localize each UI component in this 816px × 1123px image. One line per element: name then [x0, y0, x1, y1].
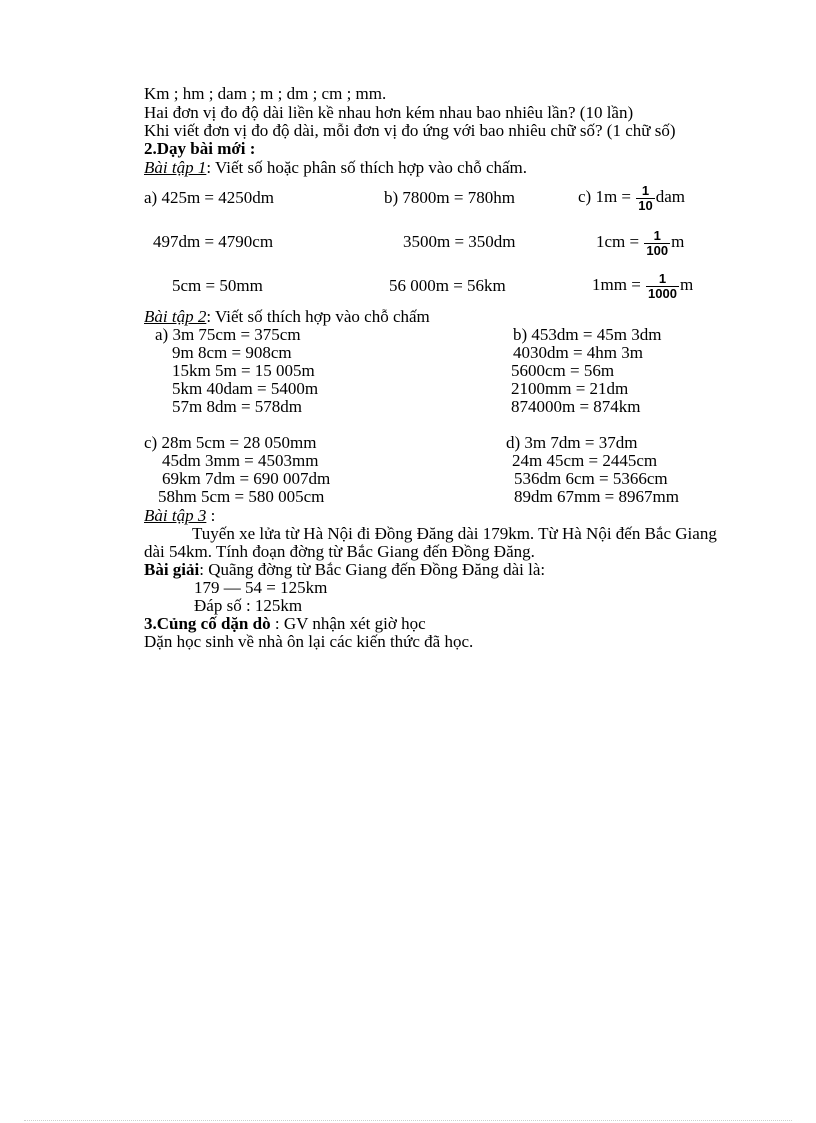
ex1-row2-a: 497dm = 4790cm [153, 232, 274, 251]
ex2-d-line-1: d) 3m 7dm = 37dm [506, 433, 638, 452]
ex1-row3-c [592, 265, 693, 305]
ex2-a-line-2: 9m 8cm = 908cm [172, 343, 292, 362]
section-3-title: 3.Củng cố dặn dò [144, 614, 271, 633]
ex1-row1-a: a) 425m = 4250dm [144, 188, 274, 207]
ex2-b-line-1: b) 453dm = 45m 3dm [513, 325, 662, 344]
ex1-row3-c-lhs: 1mm = [592, 275, 641, 294]
ex2-b-line-4: 2100mm = 21dm [511, 379, 629, 398]
exercise-3-problem-line-1: Tuyến xe lửa từ Hà Nội đi Đồng Đăng dài 179km. Từ Hà Nội đến Bắc Giang [192, 524, 717, 543]
fraction-denominator: 1000 [648, 285, 677, 301]
exercise-3-colon: : [210, 506, 216, 525]
ex1-row2-c-lhs: 1cm = [596, 232, 640, 251]
ex2-a-line-5: 57m 8dm = 578dm [172, 397, 303, 416]
intro-line-2: Hai đơn vị đo độ dài liền kề nhau hơn kém nhau bao nhiêu lần? (10 lần) [144, 103, 634, 122]
ex2-a-line-3: 15km 5m = 15 005m [172, 361, 315, 380]
solution-heading [144, 560, 545, 579]
intro-line-3: Khi viết đơn vị đo độ dài, mỗi đơn vị đo ứng với bao nhiêu chữ số? (1 chữ số) [144, 121, 676, 140]
ex1-row1-c-lhs: c) 1m = [578, 187, 632, 206]
exercise-2-label: Bài tập 2 [144, 307, 207, 326]
ex2-d-line-2: 24m 45cm = 2445cm [512, 451, 658, 470]
ex1-row2-c [596, 222, 684, 262]
ex2-d-line-3: 536dm 6cm = 5366cm [514, 469, 668, 488]
ex2-b-line-3: 5600cm = 56m [511, 361, 615, 380]
solution-calculation: 179 — 54 = 125km [194, 578, 328, 597]
section-3-text: : GV nhận xét giờ học [274, 614, 426, 633]
intro-line-1: Km ; hm ; dam ; m ; dm ; cm ; mm. [144, 84, 387, 103]
exercise-2-heading [144, 307, 430, 326]
exercise-1-label: Bài tập 1 [144, 158, 207, 177]
exercise-3-heading [144, 506, 215, 525]
fraction-denominator: 10 [638, 197, 653, 213]
ex2-c-line-2: 45dm 3mm = 4503mm [162, 451, 319, 470]
section-3-line-2: Dặn học sinh về nhà ôn lại các kiến thức đã học. [144, 632, 474, 651]
ex2-c-line-1: c) 28m 5cm = 28 050mm [144, 433, 317, 452]
ex2-c-line-4: 58hm 5cm = 580 005cm [158, 487, 325, 506]
solution-label: Bài giải [144, 560, 200, 579]
ex1-row2-b: 3500m = 350dm [403, 232, 516, 251]
ex1-row3-b: 56 000m = 56km [389, 276, 506, 295]
ex1-row2-c-unit: m [671, 232, 685, 251]
ex2-b-line-5: 874000m = 874km [511, 397, 641, 416]
exercise-1-heading [144, 158, 527, 177]
fraction-numerator: 1 [658, 270, 667, 286]
exercise-3-label: Bài tập 3 [144, 506, 207, 525]
ex1-row1-b: b) 7800m = 780hm [384, 188, 515, 207]
exercise-2-instruction: : Viết số thích hợp vào chỗ chấm [206, 307, 430, 326]
fraction-numerator: 1 [653, 227, 661, 243]
exercise-3-problem-line-2: dài 54km. Tính đoạn đờng từ Bắc Giang đến Đồng Đăng. [144, 542, 535, 561]
fraction-one-hundredth [644, 229, 670, 258]
ex2-c-line-3: 69km 7dm = 690 007dm [162, 469, 331, 488]
solution-answer: Đáp số : 125km [194, 596, 303, 615]
solution-statement: : Quãng đờng từ Bắc Giang đến Đồng Đăng dài là: [199, 560, 546, 579]
section-2-heading: 2.Dạy bài mới : [144, 139, 256, 158]
ex2-a-line-1: a) 3m 75cm = 375cm [155, 325, 301, 344]
fraction-denominator: 100 [646, 242, 669, 258]
exercise-1-instruction: : Viết số hoặc phân số thích hợp vào chỗ chấm. [206, 158, 528, 177]
ex1-row3-a: 5cm = 50mm [172, 276, 263, 295]
ex1-row3-c-unit: m [679, 275, 694, 294]
fraction-one-tenth [636, 184, 654, 213]
ex1-row1-c [578, 177, 685, 217]
ex1-row1-c-unit: dam [655, 187, 686, 206]
page-bottom-divider [24, 1120, 792, 1121]
ex2-d-line-4: 89dm 67mm = 8967mm [514, 487, 679, 506]
fraction-numerator: 1 [641, 182, 650, 198]
section-3-heading [144, 614, 426, 633]
fraction-one-thousandth [646, 272, 679, 301]
ex2-a-line-4: 5km 40dam = 5400m [172, 379, 319, 398]
ex2-b-line-2: 4030dm = 4hm 3m [513, 343, 644, 362]
